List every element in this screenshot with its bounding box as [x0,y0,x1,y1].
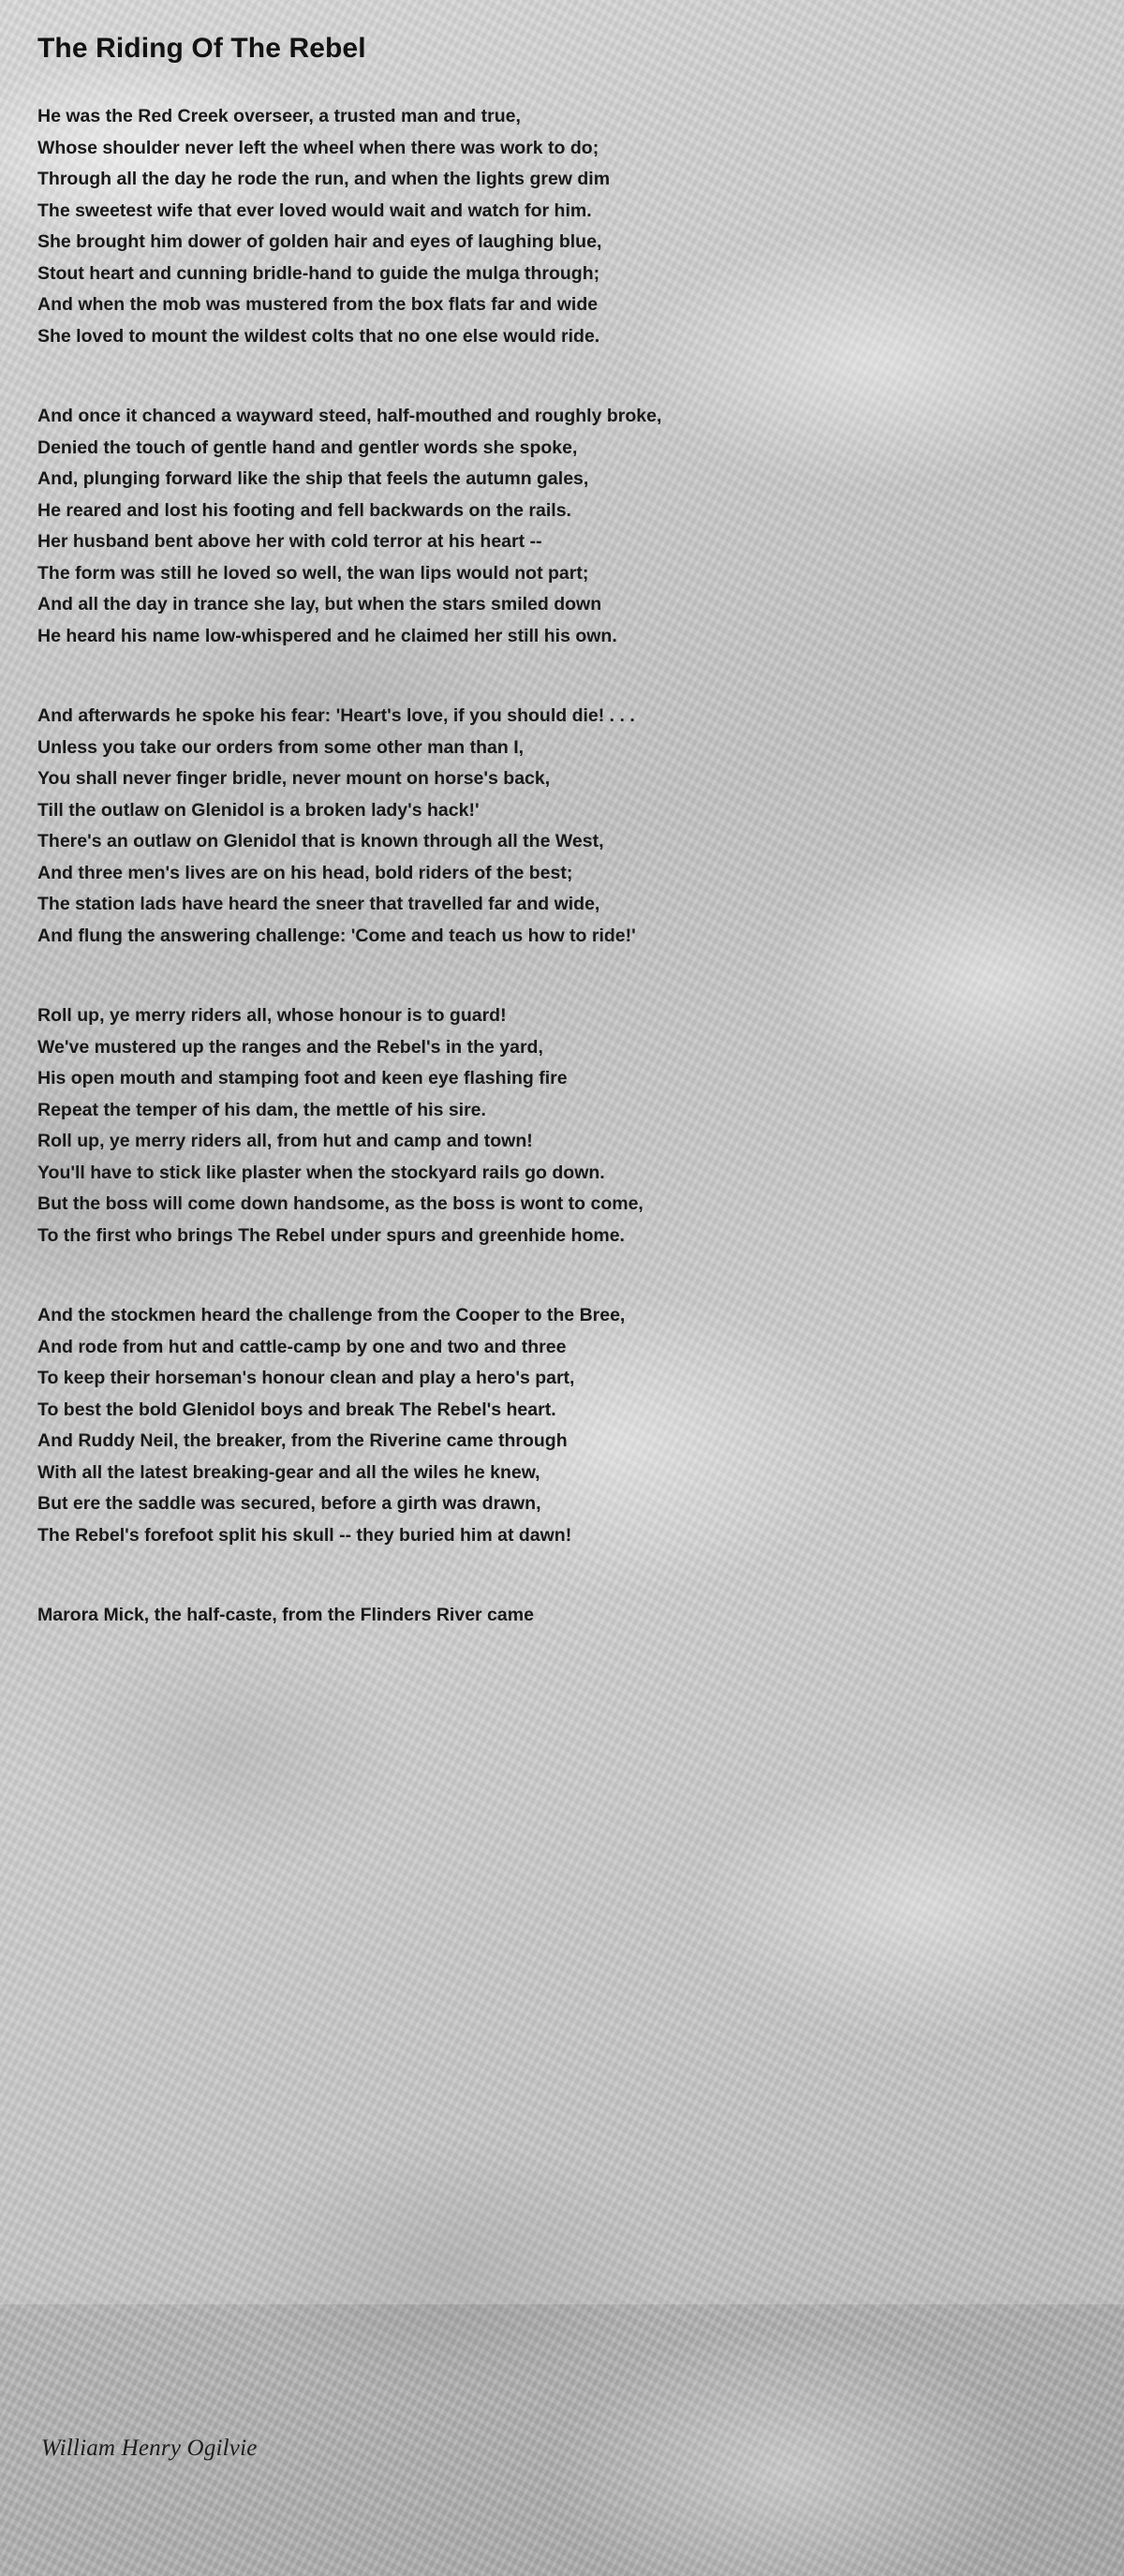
poem-line: The form was still he loved so well, the wan lips would not part; [37,562,589,584]
poem-line: He reared and lost his footing and fell backwards on the rails. [37,499,571,521]
poem-line: With all the latest breaking-gear and all the wiles he knew, [37,1461,540,1483]
poem-line: She brought him dower of golden hair and eyes of laughing blue, [37,231,602,252]
stanza [37,701,1087,952]
poem-line: And Ruddy Neil, the breaker, from the Riverine came through [37,1430,568,1451]
poem-line: But ere the saddle was secured, before a girth was drawn, [37,1493,541,1514]
poem-line: To keep their horseman's honour clean and play a hero's part, [37,1368,575,1388]
poem-line: She loved to mount the wildest colts that no one else would ride. [37,325,600,347]
poem-line: He was the Red Creek overseer, a trusted man and true, [37,106,521,126]
poem-line: He heard his name low-whispered and he claimed her still his own. [37,625,617,646]
poem-line: To best the bold Glenidol boys and break The Rebel's heart. [37,1399,556,1420]
poem-line: And the stockmen heard the challenge from the Cooper to the Bree, [37,1305,626,1325]
poem-line: And flung the answering challenge: 'Come and teach us how to ride!' [37,925,636,946]
poem-line: And afterwards he spoke his fear: 'Heart's love, if you should die! . . . [37,705,635,726]
poem-line: Through all the day he rode the run, and when the lights grew dim [37,169,611,189]
poem-line: And three men's lives are on his head, bold riders of the best; [37,862,573,883]
poem-line: You shall never finger bridle, never mount on horse's back, [37,768,551,789]
stanza [37,1600,1087,1632]
poem-line: Stout heart and cunning bridle-hand to guide the mulga through; [37,262,600,284]
poem-line: Marora Mick, the half-caste, from the Flinders River came [37,1605,534,1625]
poem-line: His open mouth and stamping foot and keen eye flashing fire [37,1068,568,1088]
poem-line: Denied the touch of gentle hand and gentler words she spoke, [37,437,578,458]
poem-line: And once it chanced a wayward steed, half-mouthed and roughly broke, [37,406,662,426]
stanza [37,1300,1087,1551]
poem-line: Till the outlaw on Glenidol is a broken lady's hack!' [37,799,480,821]
poem-line: The station lads have heard the sneer that travelled far and wide, [37,894,600,914]
poem-line: Roll up, ye merry riders all, from hut and camp and town! [37,1131,533,1151]
poem-line: And rode from hut and cattle-camp by one and two and three [37,1336,567,1357]
stanza [37,1000,1087,1251]
poem-line: There's an outlaw on Glenidol that is known through all the West, [37,831,604,851]
poem-line: Repeat the temper of his dam, the mettle of his sire. [37,1099,486,1120]
poem-line: We've mustered up the ranges and the Rebel's in the yard, [37,1036,543,1058]
poem-line: But the boss will come down handsome, as the boss is wont to come, [37,1193,643,1214]
poem-line: And all the day in trance she lay, but when the stars smiled down [37,594,602,614]
author-name: William Henry Ogilvie [41,2435,258,2461]
poem-line: The Rebel's forefoot split his skull -- they buried him at dawn! [37,1524,572,1546]
poem-line: And, plunging forward like the ship that feels the autumn gales, [37,468,589,489]
page-title: The Riding Of The Rebel [37,33,366,64]
poem-line: The sweetest wife that ever loved would wait and watch for him. [37,200,592,221]
poem-line: Her husband bent above her with cold terror at his heart -- [37,531,542,552]
stanza [37,101,1087,352]
poem-line: You'll have to stick like plaster when the stockyard rails go down. [37,1162,605,1183]
poem-line: And when the mob was mustered from the box flats far and wide [37,294,599,315]
poem-line: Whose shoulder never left the wheel when there was work to do; [37,137,599,158]
stanza [37,401,1087,652]
poem-line: Roll up, ye merry riders all, whose honour is to guard! [37,1005,507,1026]
poem-line: Unless you take our orders from some other man than I, [37,736,525,758]
poem-line: To the first who brings The Rebel under spurs and greenhide home. [37,1224,625,1246]
poem-body [37,101,1087,1632]
